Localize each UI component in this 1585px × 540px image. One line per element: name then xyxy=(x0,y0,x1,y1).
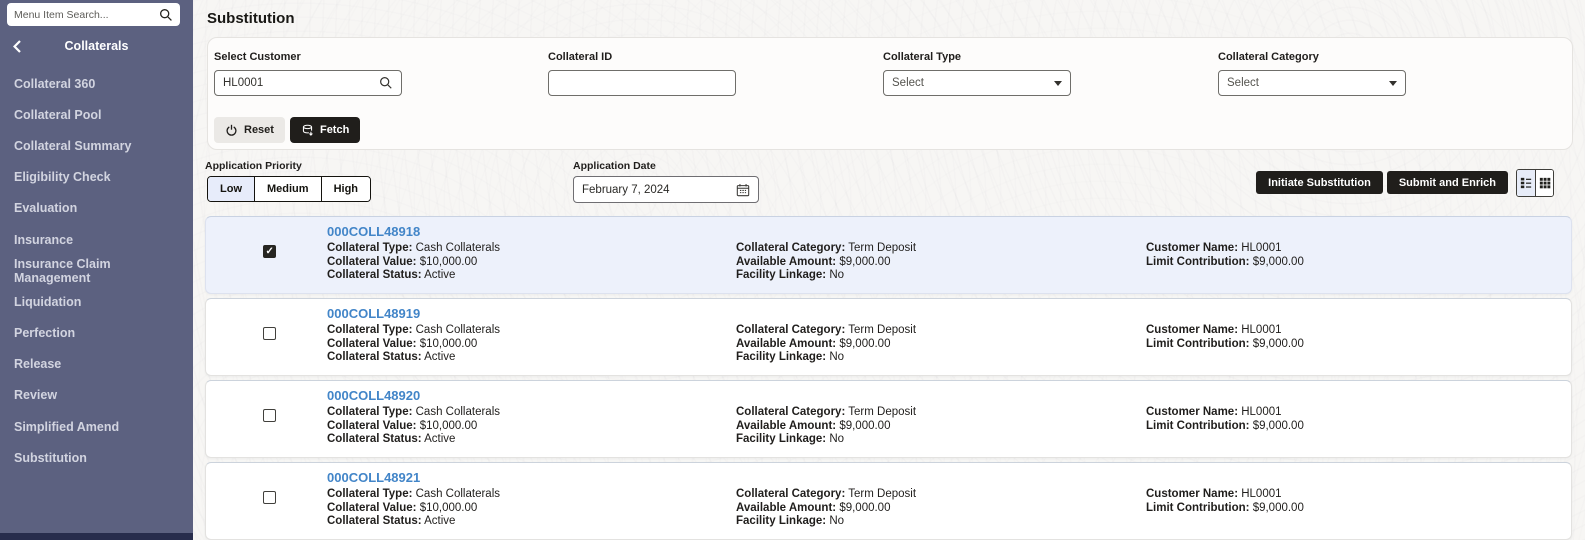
priority-option-high[interactable]: High xyxy=(322,177,370,201)
collateral-select-checkbox[interactable] xyxy=(263,409,276,422)
field-value: $9,000.00 xyxy=(839,255,891,268)
field-value: HL0001 xyxy=(1241,488,1282,500)
collateral-card[interactable] xyxy=(205,380,1572,458)
field-label: Collateral Value: xyxy=(327,255,417,268)
field-label: Available Amount: xyxy=(736,337,837,350)
field-value: Active xyxy=(424,433,456,446)
field-label: Collateral Type: xyxy=(327,406,413,418)
field-value: Cash Collaterals xyxy=(415,242,500,254)
field-label: Available Amount: xyxy=(736,501,837,514)
database-icon xyxy=(301,124,314,137)
reset-button[interactable]: Reset xyxy=(214,117,285,143)
collateral-category-select[interactable]: Select xyxy=(1218,70,1406,96)
field-label: Limit Contribution: xyxy=(1146,255,1250,268)
collateral-id-input[interactable] xyxy=(557,77,727,89)
collateral-select-checkbox[interactable] xyxy=(263,491,276,504)
field-value: $10,000.00 xyxy=(419,337,478,350)
menu-search-box[interactable] xyxy=(7,3,180,26)
sidebar-item-substitution[interactable]: Substitution xyxy=(14,450,87,465)
field-value: Cash Collaterals xyxy=(415,324,500,336)
collateral-type-label: Collateral Type xyxy=(883,51,962,63)
field-label: Collateral Status: xyxy=(327,351,422,364)
initiate-substitution-button[interactable]: Initiate Substitution xyxy=(1256,171,1383,194)
field-value: $9,000.00 xyxy=(839,419,891,432)
menu-search-input[interactable] xyxy=(14,9,159,21)
check-icon: ✓ xyxy=(265,245,274,257)
actions-toolbar xyxy=(1256,171,1554,197)
fetch-button[interactable]: Fetch xyxy=(290,117,360,143)
field-label: Collateral Status: xyxy=(327,515,422,528)
collateral-card[interactable] xyxy=(205,462,1572,540)
field-label: Collateral Category: xyxy=(736,324,846,336)
field-value: No xyxy=(829,351,845,364)
filter-panel xyxy=(207,37,1573,150)
sidebar-header xyxy=(0,39,193,57)
list-view-icon[interactable] xyxy=(1517,170,1535,196)
view-toggle xyxy=(1516,169,1554,197)
field-label: Collateral Category: xyxy=(736,242,846,254)
sidebar-menu xyxy=(14,68,187,473)
sidebar-item-insurance-claim-management[interactable]: Insurance Claim Management xyxy=(14,256,111,285)
field-value: $10,000.00 xyxy=(419,501,478,514)
collateral-card[interactable] xyxy=(205,216,1572,294)
field-value: Term Deposit xyxy=(848,406,917,418)
sidebar-item-liquidation[interactable]: Liquidation xyxy=(14,294,82,309)
collateral-type-select[interactable]: Select xyxy=(883,70,1071,96)
field-label: Collateral Status: xyxy=(327,433,422,446)
collateral-id-label: Collateral ID xyxy=(548,51,613,63)
chevron-left-icon[interactable] xyxy=(13,40,21,53)
field-label: Facility Linkage: xyxy=(736,515,827,528)
field-label: Collateral Value: xyxy=(327,337,417,350)
sidebar xyxy=(0,0,193,533)
collateral-id-field[interactable] xyxy=(548,70,736,96)
sidebar-item-release[interactable]: Release xyxy=(14,357,62,372)
field-label: Collateral Type: xyxy=(327,488,413,500)
chevron-down-icon xyxy=(1054,81,1062,86)
field-label: Collateral Value: xyxy=(327,501,417,514)
field-value: $9,000.00 xyxy=(839,337,891,350)
sidebar-item-collateral-pool[interactable]: Collateral Pool xyxy=(14,107,102,122)
field-label: Facility Linkage: xyxy=(736,351,827,364)
field-label: Collateral Type: xyxy=(327,324,413,336)
field-label: Collateral Type: xyxy=(327,242,413,254)
collateral-id-link[interactable]: 000COLL48919 xyxy=(327,306,421,321)
select-customer-field[interactable] xyxy=(214,70,402,96)
select-customer-label: Select Customer xyxy=(214,51,301,63)
calendar-icon[interactable] xyxy=(736,183,750,197)
sidebar-item-perfection[interactable]: Perfection xyxy=(14,326,76,341)
field-value: Cash Collaterals xyxy=(415,488,500,500)
field-value: $9,000.00 xyxy=(1252,255,1304,268)
field-value: $10,000.00 xyxy=(419,255,478,268)
search-icon[interactable] xyxy=(379,76,393,90)
sidebar-item-review[interactable]: Review xyxy=(14,388,58,403)
collateral-category-label: Collateral Category xyxy=(1218,51,1319,63)
field-value: HL0001 xyxy=(1241,324,1282,336)
priority-option-medium[interactable]: Medium xyxy=(255,177,322,201)
field-value: $9,000.00 xyxy=(1252,419,1304,432)
application-priority-label: Application Priority xyxy=(205,160,302,172)
collateral-id-link[interactable]: 000COLL48920 xyxy=(327,388,421,403)
field-value: Active xyxy=(424,351,456,364)
field-label: Customer Name: xyxy=(1146,324,1239,336)
sidebar-item-evaluation[interactable]: Evaluation xyxy=(14,201,78,216)
sidebar-footer-strip xyxy=(0,533,193,540)
priority-toggle xyxy=(207,176,371,202)
field-value: Cash Collaterals xyxy=(415,406,500,418)
sidebar-title: Collaterals xyxy=(64,39,129,53)
search-icon[interactable] xyxy=(159,8,173,22)
collateral-list xyxy=(205,216,1572,540)
field-value: $9,000.00 xyxy=(1252,501,1304,514)
field-value: No xyxy=(829,433,845,446)
field-label: Facility Linkage: xyxy=(736,433,827,446)
field-label: Available Amount: xyxy=(736,255,837,268)
field-label: Customer Name: xyxy=(1146,242,1239,254)
sidebar-item-collateral-360[interactable]: Collateral 360 xyxy=(14,76,96,91)
field-label: Collateral Status: xyxy=(327,269,422,282)
field-value: No xyxy=(829,269,845,282)
field-label: Limit Contribution: xyxy=(1146,419,1250,432)
main-content xyxy=(193,0,1585,540)
sidebar-item-simplified-amend[interactable]: Simplified Amend xyxy=(14,419,120,434)
field-label: Facility Linkage: xyxy=(736,269,827,282)
field-value: No xyxy=(829,515,845,528)
field-label: Limit Contribution: xyxy=(1146,501,1250,514)
field-value: Term Deposit xyxy=(848,488,917,500)
collateral-card[interactable] xyxy=(205,298,1572,376)
collateral-select-checkbox[interactable] xyxy=(263,245,276,258)
field-label: Available Amount: xyxy=(736,419,837,432)
field-label: Collateral Category: xyxy=(736,406,846,418)
field-value: $9,000.00 xyxy=(839,501,891,514)
field-label: Collateral Value: xyxy=(327,419,417,432)
field-label: Customer Name: xyxy=(1146,488,1239,500)
collateral-select-checkbox[interactable] xyxy=(263,327,276,340)
page-title: Substitution xyxy=(207,10,295,27)
grid-view-icon[interactable] xyxy=(1535,170,1553,196)
field-value: Active xyxy=(424,269,456,282)
field-value: HL0001 xyxy=(1241,242,1282,254)
sidebar-item-insurance[interactable]: Insurance xyxy=(14,232,74,247)
field-value: Term Deposit xyxy=(848,242,917,254)
field-value: Term Deposit xyxy=(848,324,917,336)
submit-and-enrich-button[interactable]: Submit and Enrich xyxy=(1387,171,1508,194)
field-value: $10,000.00 xyxy=(419,419,478,432)
field-value: HL0001 xyxy=(1241,406,1282,418)
collateral-id-link[interactable]: 000COLL48921 xyxy=(327,470,421,485)
power-icon xyxy=(225,124,238,137)
priority-option-low[interactable]: Low xyxy=(208,177,255,201)
application-date-field[interactable]: February 7, 2024 xyxy=(573,176,759,203)
field-label: Collateral Category: xyxy=(736,488,846,500)
sidebar-item-eligibility-check[interactable]: Eligibility Check xyxy=(14,170,111,185)
field-value: $9,000.00 xyxy=(1252,337,1304,350)
field-label: Limit Contribution: xyxy=(1146,337,1250,350)
field-label: Customer Name: xyxy=(1146,406,1239,418)
select-customer-input[interactable] xyxy=(223,77,379,89)
application-date-label: Application Date xyxy=(573,160,656,172)
sidebar-item-collateral-summary[interactable]: Collateral Summary xyxy=(14,138,132,153)
collateral-id-link[interactable]: 000COLL48918 xyxy=(327,224,421,239)
chevron-down-icon xyxy=(1389,81,1397,86)
field-value: Active xyxy=(424,515,456,528)
